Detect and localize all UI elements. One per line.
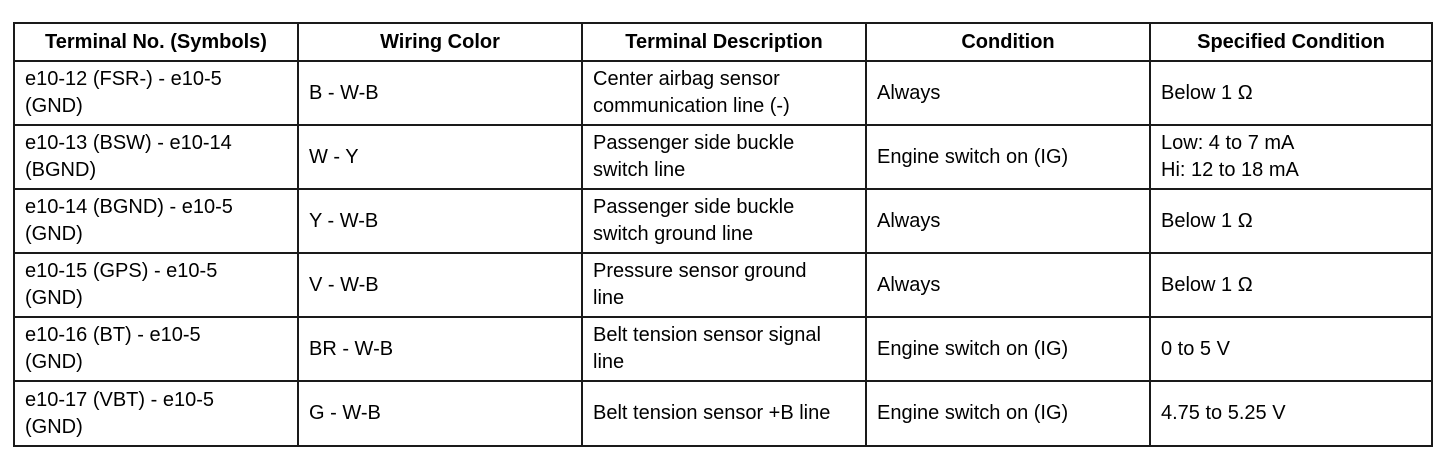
cell-description: Passenger side buckle switch line [582, 125, 866, 189]
cell-condition: Always [866, 253, 1150, 317]
cell-condition: Always [866, 189, 1150, 253]
cell-condition: Always [866, 61, 1150, 125]
cell-specified-condition: Low: 4 to 7 mA Hi: 12 to 18 mA [1150, 125, 1432, 189]
table-row [14, 381, 1432, 446]
cell-terminal: e10-13 (BSW) - e10-14 (BGND) [14, 125, 298, 189]
header-terminal-no: Terminal No. (Symbols) [14, 23, 298, 61]
cell-specified-condition: 4.75 to 5.25 V [1150, 381, 1432, 446]
cell-description: Center airbag sensor communication line (-) [582, 61, 866, 125]
cell-condition: Engine switch on (IG) [866, 317, 1150, 381]
cell-terminal: e10-12 (FSR-) - e10-5 (GND) [14, 61, 298, 125]
cell-wiring-color: W - Y [298, 125, 582, 189]
header-specified-condition: Specified Condition [1150, 23, 1432, 61]
table-row [14, 253, 1432, 317]
table-row [14, 189, 1432, 253]
table-row [14, 125, 1432, 189]
cell-terminal: e10-17 (VBT) - e10-5 (GND) [14, 381, 298, 446]
cell-wiring-color: BR - W-B [298, 317, 582, 381]
cell-wiring-color: G - W-B [298, 381, 582, 446]
table-row [14, 317, 1432, 381]
header-wiring-color: Wiring Color [298, 23, 582, 61]
cell-wiring-color: V - W-B [298, 253, 582, 317]
cell-description: Belt tension sensor signal line [582, 317, 866, 381]
table-header-row [14, 23, 1432, 61]
cell-terminal: e10-15 (GPS) - e10-5 (GND) [14, 253, 298, 317]
terminal-spec-table [13, 22, 1433, 447]
cell-specified-condition: 0 to 5 V [1150, 317, 1432, 381]
cell-specified-condition: Below 1 Ω [1150, 253, 1432, 317]
cell-description: Passenger side buckle switch ground line [582, 189, 866, 253]
cell-condition: Engine switch on (IG) [866, 125, 1150, 189]
cell-wiring-color: B - W-B [298, 61, 582, 125]
cell-description: Pressure sensor ground line [582, 253, 866, 317]
cell-specified-condition: Below 1 Ω [1150, 61, 1432, 125]
cell-terminal: e10-14 (BGND) - e10-5 (GND) [14, 189, 298, 253]
cell-description: Belt tension sensor +B line [582, 381, 866, 446]
cell-terminal: e10-16 (BT) - e10-5 (GND) [14, 317, 298, 381]
table-row [14, 61, 1432, 125]
header-terminal-description: Terminal Description [582, 23, 866, 61]
cell-wiring-color: Y - W-B [298, 189, 582, 253]
cell-specified-condition: Below 1 Ω [1150, 189, 1432, 253]
cell-condition: Engine switch on (IG) [866, 381, 1150, 446]
header-condition: Condition [866, 23, 1150, 61]
